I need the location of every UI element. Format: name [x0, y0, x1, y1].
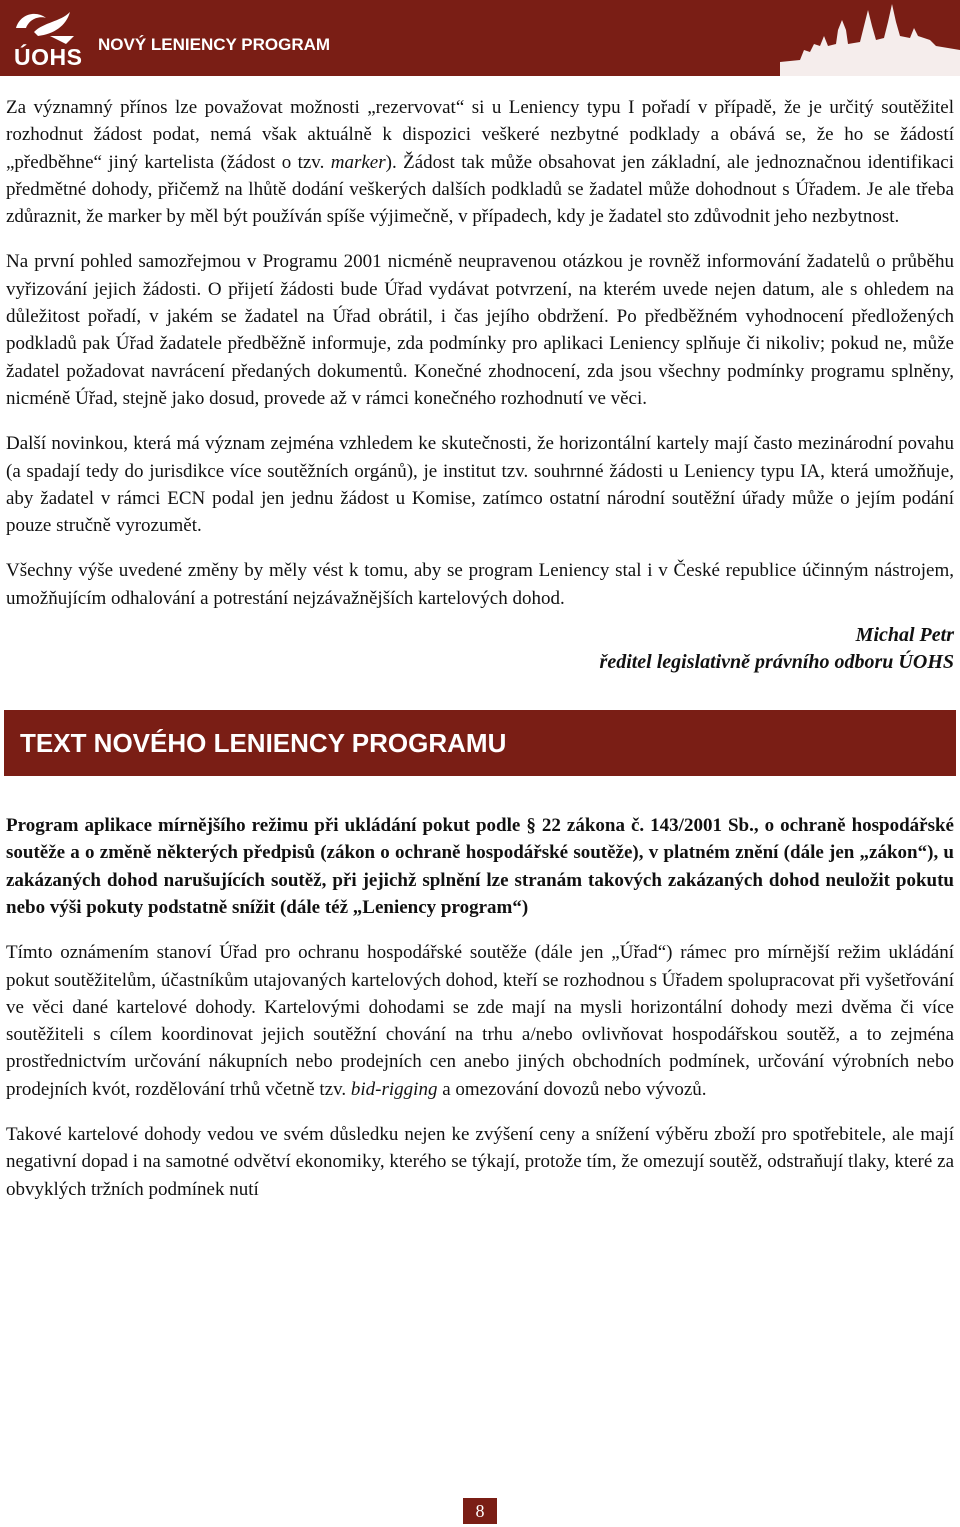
paragraph-rezervace: Za významný přínos lze považovat možnosti „rezervovat“ si u Leniency typu I pořadí v případě, že je určitý soutěžitel rozhodnut žádost podat, nemá však aktuálně k dispozici veškeré nezbytné podklady a obává se, že ho se žádostí „předběhne“ jiný kartelista (žádost o tzv. marker). Žádost tak může obsahovat jen základní, ale jednoznačnou identifikaci předmětné dohody, přičemž na lhůtě dodání veškerých dalších podkladů se žadatel může dohodnout s Úřadem. Je ale třeba zdůraznit, že marker by měl být používán spíše výjimečně, v případech, kdy je žadatel sto zdůvodnit jeho nezbytnost.	[6, 97, 955, 228]
signature-role: ředitel legislativně právního odboru ÚOHS	[599, 651, 954, 674]
signature	[6, 622, 954, 676]
page-content	[6, 94, 954, 1221]
castle-skyline-icon	[780, 0, 960, 76]
uohs-logo-icon	[10, 6, 82, 46]
paragraph-zaver: Všechny výše uvedené změny by měly vést k tomu, aby se program Leniency stal i v České republice účinným nástrojem, umožňujícím odhalování a potrestání nejzávažnějších kartelových dohod.	[6, 560, 954, 609]
header-title: NOVÝ LENIENCY PROGRAM	[98, 35, 331, 54]
section-title: TEXT NOVÉHO LENIENCY PROGRAMU	[20, 728, 507, 759]
paragraph-program-dusledky: Takové kartelové dohody vedou ve svém důsledku nejen ke zvýšení ceny a snížení výběru zboží pro spotřebitele, ale mají negativní dopad i na samotné odvětví ekonomiky, kterého se týkají, protože tím, že omezují soutěž, odstraňují tlaky, které za obvyklých tržních podmínek nutí	[6, 1124, 954, 1200]
paragraph-program-ramec: Tímto oznámením stanoví Úřad pro ochranu hospodářské soutěže (dále jen „Úřad“) rámec pro mírnější režim ukládání pokut soutěžitelům, účastníkům utajovaných kartelových dohod, kteří se rozhodnou s Úřadem spolupracovat při vyšetřování ve věci dané kartelové dohody. Kartelovými dohodami se zde mají na mysli horizontální dohody mezi dvěma či více soutěžiteli s cílem koordinovat jejich soutěžní chování na trhu a/nebo ovlivňovat hospodářskou soutěž, a to zejména prostřednictvím určování nákupních nebo prodejních cen anebo jiných obchodních podmínek, určování výrobních nebo prodejních kvót, rozdělování trhů včetně tzv. bid-rigging a omezování dovozů nebo vývozů.	[6, 942, 954, 1100]
page-number: 8	[463, 1498, 497, 1524]
signature-name: Michal Petr	[855, 624, 954, 647]
page-header	[0, 0, 960, 76]
section-heading-bar	[4, 710, 956, 776]
program-heading: Program aplikace mírnějšího režimu při ukládání pokut podle § 22 zákona č. 143/2001 Sb., o ochraně hospodářské soutěže a o změně některých předpisů (zákon o ochraně hospodářské soutěže), v platném znění (dále jen „zákon“), u zakázaných dohod narušujících soutěž, při jejichž splnění lze stranám takových zakázaných dohod neuložit pokutu nebo výši pokuty podstatně snížit (dále též „Leniency program“)	[6, 815, 954, 918]
logo-text: ÚOHS	[14, 44, 83, 70]
paragraph-souhrnne-zadosti: Další novinkou, která má význam zejména vzhledem ke skutečnosti, že horizontální kartely mají často mezinárodní povahu (a spadají tedy do jurisdikce více soutěžních orgánů), je institut tzv. souhrnné žádosti u Leniency typu IA, která umožňuje, aby žadatel v rámci ECN podal jen jednu žádost u Komise, zatímco ostatní národní soutěžní úřady může o jejím podání pouze stručně vyrozumět.	[6, 433, 954, 537]
paragraph-informovani: Na první pohled samozřejmou v Programu 2001 nicméně neupravenou otázkou je rovněž informování žadatelů o průběhu vyřizování jejich žádosti. O přijetí žádosti bude Úřad vydávat potvrzení, na kterém uvede nejen datum, ale s ohledem na důležitost pořadí, v jakém se žadatel na Úřad obrátil, i čas jejího obdržení. Po předběžném vyhodnocení předložených podkladů pak Úřad žadatele předběžně informuje, zda podmínky pro aplikaci Leniency splňuje či nikoliv; pokud ne, může žadatel požadovat navrácení předaných dokumentů. Konečné zhodnocení, zda jsou všechny podmínky programu splněny, nicméně Úřad, stejně jako dosud, provede až v rámci konečného rozhodnutí ve věci.	[6, 251, 954, 409]
